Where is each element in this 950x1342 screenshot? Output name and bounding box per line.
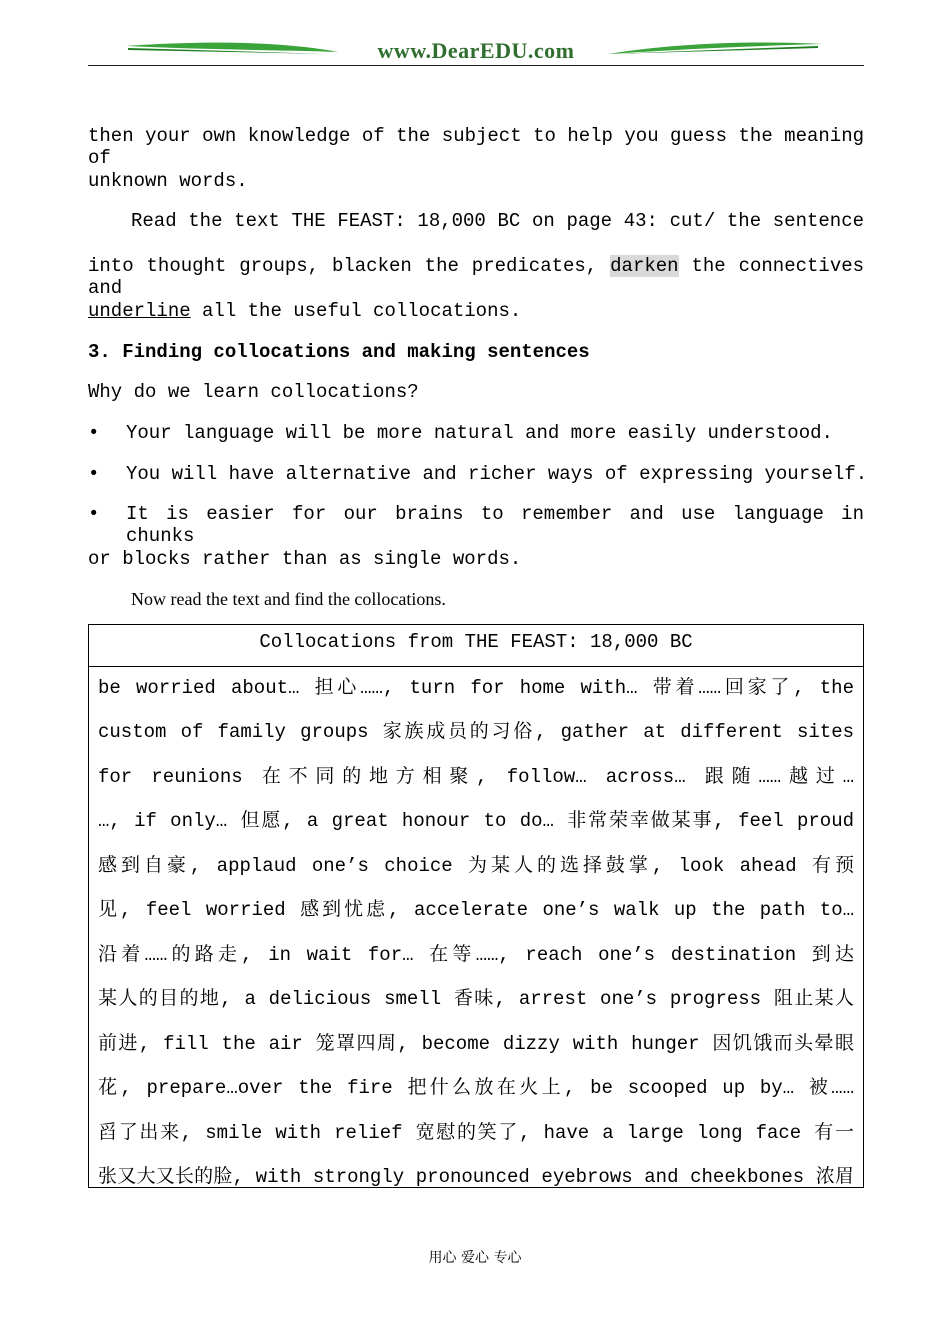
para1-line2: unknown words.	[88, 170, 248, 192]
table-line: 见, feel worried 感到忧虑, accelerate one’s walk up the path to…	[98, 899, 854, 921]
bullet-icon: •	[88, 422, 100, 444]
bullet-text: Your language will be more natural and more easily understood.	[126, 422, 833, 444]
table-line: custom of family groups 家族成员的习俗, gather at different sites	[98, 721, 854, 743]
para2-line2-a: into thought groups, blacken the predicates,	[88, 255, 598, 277]
underlined-word: underline	[88, 300, 191, 322]
bullet-item-2	[88, 463, 868, 485]
table-line: 前进, fill the air 笼罩四周, become dizzy with hunger 因饥饿而头晕眼	[98, 1033, 854, 1055]
bullet-item-1	[88, 422, 864, 444]
collocations-table	[88, 624, 864, 1188]
table-title: Collocations from THE FEAST: 18,000 BC	[89, 625, 863, 667]
bullet-text: It is easier for our brains to remember and use language in chunks	[126, 503, 864, 547]
page-header	[88, 30, 864, 70]
table-line: be worried about… 担心……, turn for home with… 带着……回家了, the	[98, 677, 854, 699]
para1-line1: then your own knowledge of the subject to help you guess the meaning of	[88, 125, 864, 169]
bullet-icon: •	[88, 503, 100, 525]
bullet-text: You will have alternative and richer ways of expressing yourself.	[126, 463, 868, 485]
para2-line3	[88, 300, 864, 322]
question-text: Why do we learn collocations?	[88, 381, 419, 403]
bullet-item-3	[88, 503, 864, 547]
instruction-text: Now read the text and find the collocations.	[131, 589, 446, 609]
table-line: 舀了出来, smile with relief 宽慰的笑了, have a large long face 有一	[98, 1122, 854, 1144]
para2-line2-b: the connectives and	[88, 255, 865, 299]
header-divider	[88, 65, 864, 66]
table-line: …, if only… 但愿, a great honour to do… 非常荣幸做某事, feel proud	[98, 810, 854, 832]
table-line: 感到自豪, applaud one’s choice 为某人的选择鼓掌, look ahead 有预	[98, 855, 854, 877]
bullet-icon: •	[88, 463, 100, 485]
table-line: for reunions 在不同的地方相聚, follow… across… 跟随……越过…	[98, 766, 854, 788]
para2-line1: Read the text THE FEAST: 18,000 BC on page 43: cut/ the sentence	[131, 210, 864, 232]
table-line: 沿着……的路走, in wait for… 在等……, reach one’s destination 到达	[98, 944, 854, 966]
page-footer: 用心 爱心 专心	[428, 1250, 522, 1266]
table-line: 花, prepare…over the fire 把什么放在火上, be scooped up by… 被……	[98, 1077, 854, 1099]
site-url: www.DearEDU.com	[377, 38, 575, 63]
para2-line3-rest: all the useful collocations.	[190, 300, 522, 322]
para2-line2	[88, 255, 864, 299]
table-line: 张又大又长的脸, with strongly pronounced eyebrows and cheekbones 浓眉	[98, 1166, 854, 1188]
table-line: 某人的目的地, a delicious smell 香味, arrest one’s progress 阻止某人	[98, 988, 854, 1010]
highlighted-word: darken	[610, 255, 679, 277]
bullet3-continuation: or blocks rather than as single words.	[88, 548, 522, 570]
section-heading: 3. Finding collocations and making sentences	[88, 341, 590, 363]
